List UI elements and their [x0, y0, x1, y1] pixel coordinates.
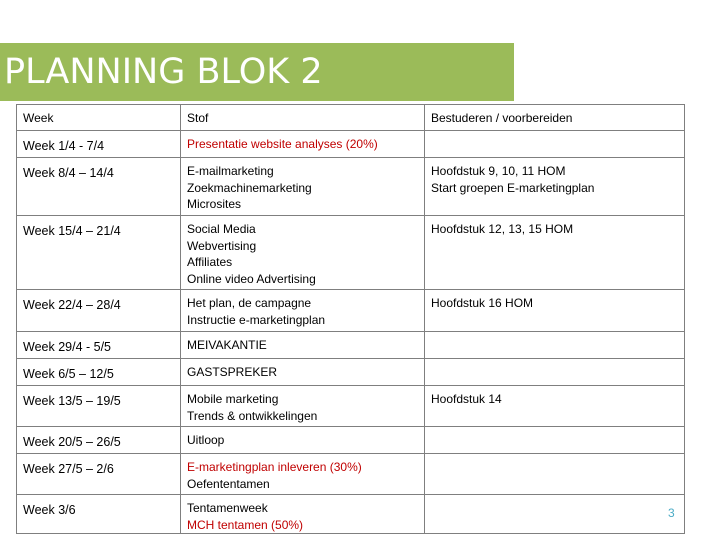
table-row [17, 158, 685, 216]
table-body [17, 131, 685, 534]
week-cell: Week 1/4 - 7/4 [17, 131, 181, 158]
table-row [17, 495, 685, 534]
stof-cell [181, 359, 425, 386]
week-cell: Week 3/6 [17, 495, 181, 534]
week-cell: Week 27/5 – 2/6 [17, 454, 181, 495]
stof-cell [181, 427, 425, 454]
stof-cell [181, 290, 425, 332]
header-bestuderen: Bestuderen / voorbereiden [425, 105, 685, 131]
table-row [17, 131, 685, 158]
bestuderen-line: Start groepen E-marketingplan [431, 180, 595, 195]
table-row [17, 359, 685, 386]
stof-cell [181, 454, 425, 495]
stof-line: Social Media [187, 222, 256, 236]
bestuderen-line: Hoofdstuk 12, 13, 15 HOM [431, 222, 574, 236]
table-header-row [17, 105, 685, 131]
stof-line: Online video Advertising [187, 271, 316, 286]
stof-line: Presentatie website analyses (20%) [187, 137, 378, 151]
bestuderen-cell [425, 454, 685, 495]
table-row [17, 332, 685, 359]
stof-line: Trends & ontwikkelingen [187, 408, 318, 423]
stof-line: Uitloop [187, 433, 225, 447]
bestuderen-cell [425, 386, 685, 427]
bestuderen-cell [425, 359, 685, 386]
bestuderen-cell [425, 427, 685, 454]
stof-cell [181, 216, 425, 290]
stof-line: MEIVAKANTIE [187, 338, 267, 352]
stof-cell [181, 332, 425, 359]
stof-line: Instructie e-marketingplan [187, 312, 326, 327]
bestuderen-cell [425, 216, 685, 290]
stof-cell [181, 495, 425, 534]
bestuderen-line: Hoofdstuk 16 HOM [431, 296, 534, 310]
bestuderen-cell [425, 332, 685, 359]
page-title: PLANNING BLOK 2 [4, 52, 323, 92]
header-week: Week [17, 105, 181, 131]
bestuderen-cell [425, 131, 685, 158]
stof-cell [181, 386, 425, 427]
stof-line: Webvertising [187, 238, 257, 253]
table-row [17, 290, 685, 332]
stof-line: Tentamenweek [187, 501, 268, 515]
bestuderen-cell [425, 290, 685, 332]
stof-line: E-marketingplan inleveren (30%) [187, 460, 362, 474]
week-cell: Week 6/5 – 12/5 [17, 359, 181, 386]
page-number: 3 [668, 506, 675, 520]
week-cell: Week 29/4 - 5/5 [17, 332, 181, 359]
stof-cell [181, 131, 425, 158]
stof-cell [181, 158, 425, 216]
stof-line: Zoekmachinemarketing [187, 180, 312, 195]
bestuderen-line: Hoofdstuk 9, 10, 11 HOM [431, 164, 566, 178]
table-row [17, 427, 685, 454]
bestuderen-cell [425, 495, 685, 534]
stof-line: Mobile marketing [187, 392, 279, 406]
bestuderen-line: Hoofdstuk 14 [431, 392, 502, 406]
week-cell: Week 22/4 – 28/4 [17, 290, 181, 332]
week-cell: Week 15/4 – 21/4 [17, 216, 181, 290]
stof-line: Affiliates [187, 255, 233, 269]
table-row [17, 386, 685, 427]
stof-line: Het plan, de campagne [187, 296, 312, 310]
stof-line: E-mailmarketing [187, 164, 274, 178]
bestuderen-cell [425, 158, 685, 216]
stof-line: Microsites [187, 197, 242, 211]
planning-table [16, 104, 685, 534]
header-stof: Stof [181, 105, 425, 131]
stof-line: Oefententamen [187, 476, 270, 491]
table-row [17, 454, 685, 495]
week-cell: Week 20/5 – 26/5 [17, 427, 181, 454]
stof-line: MCH tentamen (50%) [187, 517, 304, 532]
week-cell: Week 13/5 – 19/5 [17, 386, 181, 427]
table-row [17, 216, 685, 290]
stof-line: GASTSPREKER [187, 365, 278, 379]
week-cell: Week 8/4 – 14/4 [17, 158, 181, 216]
